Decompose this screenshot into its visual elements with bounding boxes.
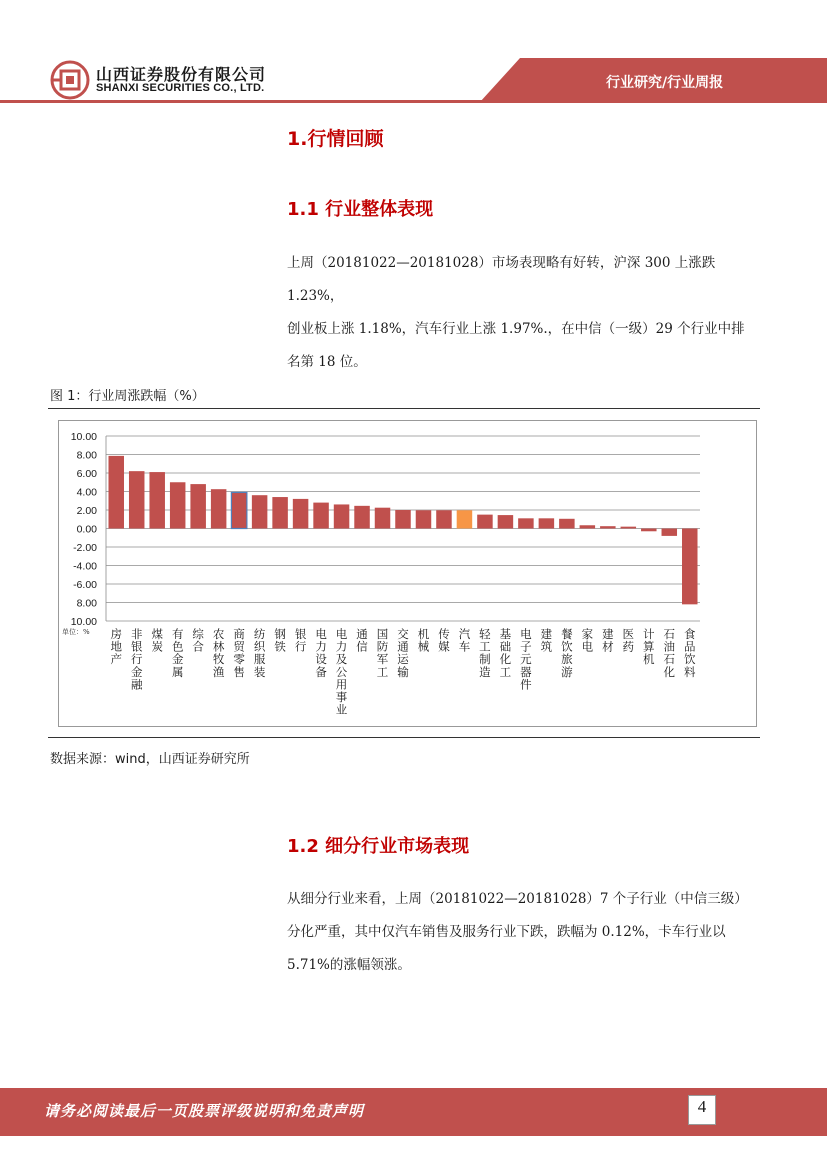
bar-20 <box>518 518 534 528</box>
y-tick-label: 10.00 <box>70 431 97 443</box>
paragraph-line: 创业板上涨 1.18%，汽车行业上涨 1.97%.，在中信（一级）29 个行业中排 <box>287 321 745 337</box>
paragraph-1 <box>287 247 757 379</box>
bar-12 <box>354 506 370 529</box>
subsection-title-1: 1.1 行业整体表现 <box>287 199 434 220</box>
x-tick-label: 轻工制造 <box>479 627 491 679</box>
bar-2 <box>149 472 165 528</box>
bar-5 <box>211 489 227 528</box>
x-tick-label: 传媒 <box>438 627 450 654</box>
paragraph-2 <box>287 883 757 982</box>
bar-22 <box>559 519 575 529</box>
x-tick-label: 家电 <box>581 627 594 654</box>
y-tick-label: 2.00 <box>76 505 97 517</box>
section-tag: 行业研究/行业周报 <box>606 75 724 91</box>
x-tick-label: 医药 <box>622 627 635 654</box>
x-tick-label: 商贸零售 <box>233 627 245 679</box>
paragraph-line: 分化严重，其中仅汽车销售及服务行业下跌，跌幅为 0.12%，卡车行业以 <box>287 924 726 940</box>
x-tick-label: 钢铁 <box>274 627 286 654</box>
x-tick-label: 餐饮旅游 <box>561 627 573 679</box>
bar-27 <box>662 529 678 536</box>
company-name-cn: 山西证券股份有限公司 <box>96 65 267 84</box>
x-tick-label: 计算机 <box>643 627 655 667</box>
bar-21 <box>539 518 555 528</box>
bar-24 <box>600 526 616 528</box>
bar-11 <box>334 504 350 528</box>
x-tick-label: 非银行金融 <box>130 627 143 692</box>
bar-16 <box>436 510 452 528</box>
y-tick-label: 8.00 <box>76 449 97 462</box>
x-tick-label: 煤炭 <box>151 627 163 654</box>
x-tick-label: 电力及公用事业 <box>335 627 348 717</box>
y-tick-label: 10.00 <box>70 616 97 628</box>
subsection-title-2: 1.2 细分行业市场表现 <box>287 836 470 857</box>
figure-rule-top <box>48 408 760 409</box>
bar-4 <box>190 484 206 528</box>
x-tick-label: 房地产 <box>110 627 122 667</box>
bar-19 <box>498 515 514 528</box>
y-tick-label: 8.00 <box>76 597 97 610</box>
bar-7 <box>252 495 268 528</box>
chart-frame <box>59 421 757 727</box>
paragraph-line: 5.71%的涨幅领涨。 <box>287 957 411 973</box>
bar-18 <box>477 515 493 529</box>
figure-source: 数据来源：wind，山西证券研究所 <box>50 752 250 767</box>
x-tick-label: 有色金属 <box>171 627 184 679</box>
x-tick-label: 食品饮料 <box>684 627 696 679</box>
paragraph-line: 上周（20181022—20181028）市场表现略有好转，沪深 300 上涨跌 1.23%， <box>287 255 716 304</box>
bar-17 <box>457 510 473 528</box>
x-tick-label: 机械 <box>417 627 430 654</box>
figure-title: 图 1：行业周涨跌幅（%） <box>50 389 205 404</box>
y-tick-label: 4.00 <box>76 486 97 499</box>
x-tick-label: 综合 <box>192 627 204 654</box>
bar-26 <box>641 529 657 532</box>
x-tick-label: 石油石化 <box>663 627 676 679</box>
industry-weekly-change-chart <box>58 420 758 728</box>
bar-9 <box>293 499 309 529</box>
y-tick-label: 0.00 <box>76 523 97 536</box>
bar-25 <box>621 527 637 529</box>
bar-23 <box>580 525 596 528</box>
unit-label: 单位：% <box>62 628 90 636</box>
y-tick-label: -4.00 <box>73 560 97 573</box>
company-logo-icon <box>50 60 90 100</box>
header-rule <box>0 100 827 103</box>
bar-8 <box>272 497 288 528</box>
y-tick-label: -2.00 <box>73 542 97 554</box>
x-tick-label: 银行 <box>294 627 307 654</box>
company-name-en: SHANXI SECURITIES CO., LTD. <box>96 82 265 94</box>
section-title: 1.行情回顾 <box>287 128 384 150</box>
paragraph-line: 从细分行业来看，上周（20181022—20181028）7 个子行业（中信三级） <box>287 891 748 907</box>
bar-3 <box>170 482 186 528</box>
bar-28 <box>682 529 698 605</box>
x-tick-label: 电子元器件 <box>520 627 532 692</box>
page-number: 4 <box>697 1097 707 1116</box>
x-tick-label: 电力设备 <box>315 627 327 679</box>
x-tick-label: 汽车 <box>458 627 471 654</box>
disclaimer-note: 请务必阅读最后一页股票评级说明和免责声明 <box>44 1102 365 1120</box>
y-tick-label: -6.00 <box>73 579 97 591</box>
x-tick-label: 建筑 <box>540 627 553 654</box>
bar-1 <box>129 471 145 528</box>
bar-14 <box>395 510 411 529</box>
paragraph-line: 名第 18 位。 <box>287 354 367 370</box>
x-tick-label: 通信 <box>356 627 368 654</box>
x-tick-label: 纺织服装 <box>253 627 266 679</box>
y-tick-label: 6.00 <box>76 468 97 480</box>
bar-10 <box>313 503 329 529</box>
x-tick-label: 国防军工 <box>376 627 389 679</box>
x-tick-label: 建材 <box>602 627 614 654</box>
bar-6 <box>231 492 247 528</box>
x-tick-label: 基础化工 <box>499 627 512 679</box>
bar-13 <box>375 508 391 529</box>
x-tick-label: 农林牧渔 <box>212 627 225 679</box>
bar-0 <box>108 456 124 529</box>
bar-15 <box>416 510 432 528</box>
figure-rule-bottom <box>48 737 760 738</box>
x-tick-label: 交通运输 <box>397 627 409 679</box>
